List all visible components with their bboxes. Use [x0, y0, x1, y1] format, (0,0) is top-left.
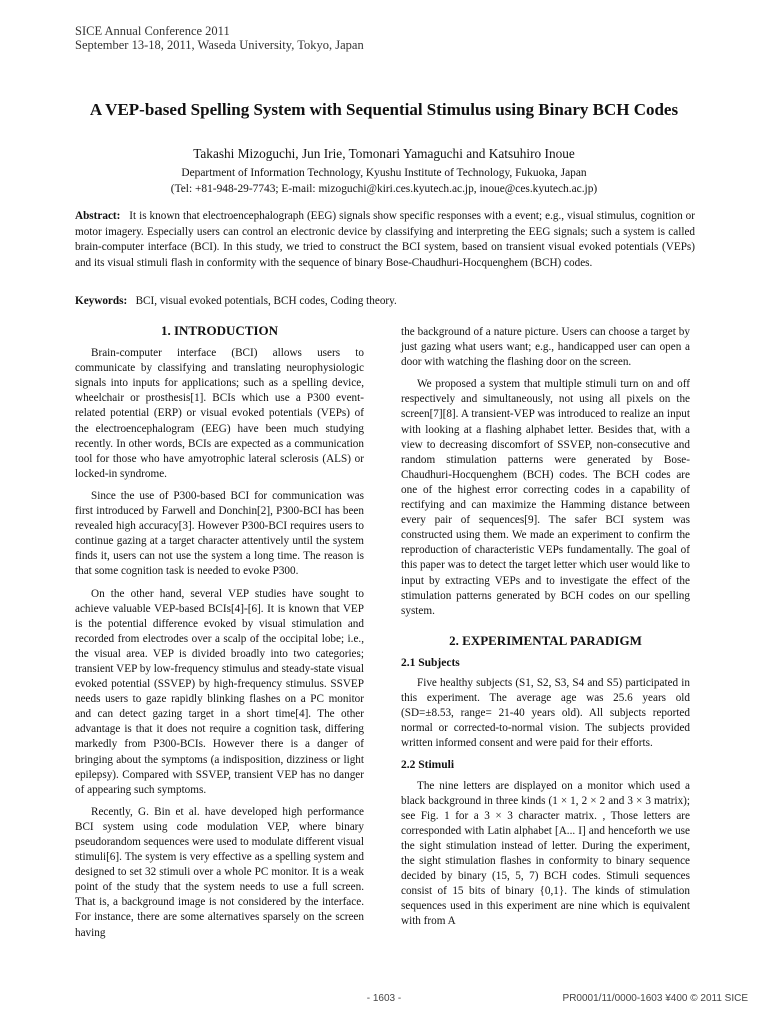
abstract-text: It is known that electroencephalograph (EEG) signals show specific responses with a event; e.g., visual stimulus, cognition or motor imagery. Especially users can control an electronic device by classifying and interpreting the EEG signals; such a system is called brain-computer interface (BCI). In this study, we tried to construct the BCI system, based on transient visual evoked potentials (VEPs) and its visual stimuli flash in conformity with the sequence of binary Bose-Chaudhuri-Hocquenghem (BCH) codes.	[75, 210, 696, 269]
paper-title: A VEP-based Spelling System with Sequential Stimulus using Binary BCH Codes	[89, 100, 679, 119]
section-heading-introduction: 1. INTRODUCTION	[160, 323, 278, 338]
affiliation	[0, 165, 768, 197]
paragraph: We proposed a system that multiple stimuli turn on and off respectively and simultaneously, not using all pixels on the screen[7][8]. A transient-VEP was introduced to realize an input with looking at a flashing alphabet letter. Besides that, with a view to decreasing discomfort of SSVEP, non-consecutive and random stimulation patterns were generated by Bose-Chaudhuri-Hocquenghem (BCH) codes. The BCH codes are one of the highest error correcting codes in a capability of rectifying and can maximize the Hamming distance between every pair of sequences[9]. The safer BCI system was constructed using them. We made an experiment to confirm the reproduction of characteristic VEPs fundamentally. The goal of this paper was to detect the target letter which user would like to input by extracting VEPs and to investigate the effect of the stimulation patterns generated by BCH codes on our spelling system.	[401, 378, 690, 617]
conference-dates: September 13-18, 2011, Waseda University, Tokyo, Japan	[75, 38, 364, 52]
conference-name: SICE Annual Conference 2011	[75, 24, 230, 38]
left-column	[75, 323, 364, 948]
footer-code: PR0001/11/0000-1603 ¥400 © 2011 SICE	[562, 993, 748, 1004]
paragraph: The nine letters are displayed on a monitor which used a black background in three kinds (1 × 1, 2 × 2 and 3 × 3 matrix); see Fig. 1 for a 3 × 3 character matrix. , Those letters are corresponded with Latin alphabet [A... I] and henceforth we use the sight stimulation instead of letter. During the experiment, the sight stimulation flashes in conformity to binary sequence decided by binary (15, 5, 7) BCH codes. Stimuli sequences consist of 15 bits of binary {0,1}. The kinds of stimulation sequences used in this experiment are nine which is equivalent with from A	[401, 779, 690, 928]
keywords	[75, 294, 695, 309]
paragraph: On the other hand, several VEP studies have sought to achieve valuable VEP-based BCIs[4]-[6]. It is known that VEP is the potential difference evoked by visual stimulation and recorded from electrodes over a scalp of the occipital lobe; i.e., the visual area. VEP is divided broadly into two categories; transient VEP by low-frequency stimulus and steady-state visual evoked potential (SSVEP) by high-frequency stimulus. SSVEP needs users to gaze rapidly blinking flashes on a PC monitor and can detect gazing target in a short time[4]. The other advantage is that it does not require a cognition task, differing markedly from P300-BCIs. However there is a danger of bringing about the symptoms (a indisposition, dizziness or light epilepsy). Compared with SSVEP, transient VEP has no danger of appearing such symptoms.	[75, 587, 364, 796]
subsection-heading-subjects: 2.1 Subjects	[401, 656, 460, 669]
paragraph: Brain-computer interface (BCI) allows users to communicate by classifying and translating neurophysiologic signals into inputs for applications; such as a spelling device, wheelchair or prosthesis[1]. BCIs which use a P300 event-related potential (ERP) or visual evoked potentials (VEPs) of the electroencephalogram (EEG) have been much studying recently. In other words, BCIs are expected as a communication tool for those who have amyotrophic lateral sclerosis (ALS) or locked-in syndrome.	[75, 347, 364, 480]
keywords-label: Keywords:	[75, 295, 128, 307]
affiliation-dept: Department of Information Technology, Kyushu Institute of Technology, Fukuoka, Japan	[181, 167, 587, 179]
authors: Takashi Mizoguchi, Jun Irie, Tomonari Yamaguchi and Katsuhiro Inoue	[193, 146, 575, 161]
affiliation-contact: (Tel: +81-948-29-7743; E-mail: mizoguchi@kiri.ces.kyutech.ac.jp, inoue@ces.kyutech.ac.jp)	[170, 183, 598, 195]
paragraph: Five healthy subjects (S1, S2, S3, S4 and S5) participated in this experiment. The average age was 25.6 years old (SD=±8.53, range= 21-40 years old). All subjects reported normal or corrected-to-normal vision. The subjects provided written informed consent and were paid for their efforts.	[401, 676, 690, 750]
section-heading-experimental-paradigm: 2. EXPERIMENTAL PARADIGM	[449, 632, 642, 648]
paragraph: Since the use of P300-based BCI for communication was first introduced by Farwell and Donchin[2], P300-BCI has been revealed high accuracy[3]. However P300-BCI requires users to continue gazing at a target character attentively until the system finds it, users can not use the system a long time. The reason is that some cognition task is needed to evoke P300.	[75, 489, 364, 578]
conference-info	[75, 24, 364, 52]
paragraph: Recently, G. Bin et al. have developed high performance BCI system using code modulation VEP, where binary pseudorandom sequences were used to modulate different visual stimuli[6]. The system is very effective as a spelling system and designed to set 32 stimuli over a whole PC monitor. It is a weak point of the study that the system needs to use a full screen. That is, a background image is not considered by the interface. For instance, there are some alternatives sparsely on the screen having	[75, 805, 364, 939]
abstract-label: Abstract:	[75, 210, 121, 222]
keywords-text: BCI, visual evoked potentials, BCH codes, Coding theory.	[135, 295, 397, 307]
abstract	[75, 209, 695, 271]
right-column	[401, 325, 690, 936]
subsection-heading-stimuli: 2.2 Stimuli	[401, 759, 455, 772]
paragraph: the background of a nature picture. Users can choose a target by just gazing what users want; e.g., handicapped user can open a door with watching the flashing door on the screen.	[401, 326, 690, 369]
page-number: - 1603 -	[366, 993, 402, 1004]
